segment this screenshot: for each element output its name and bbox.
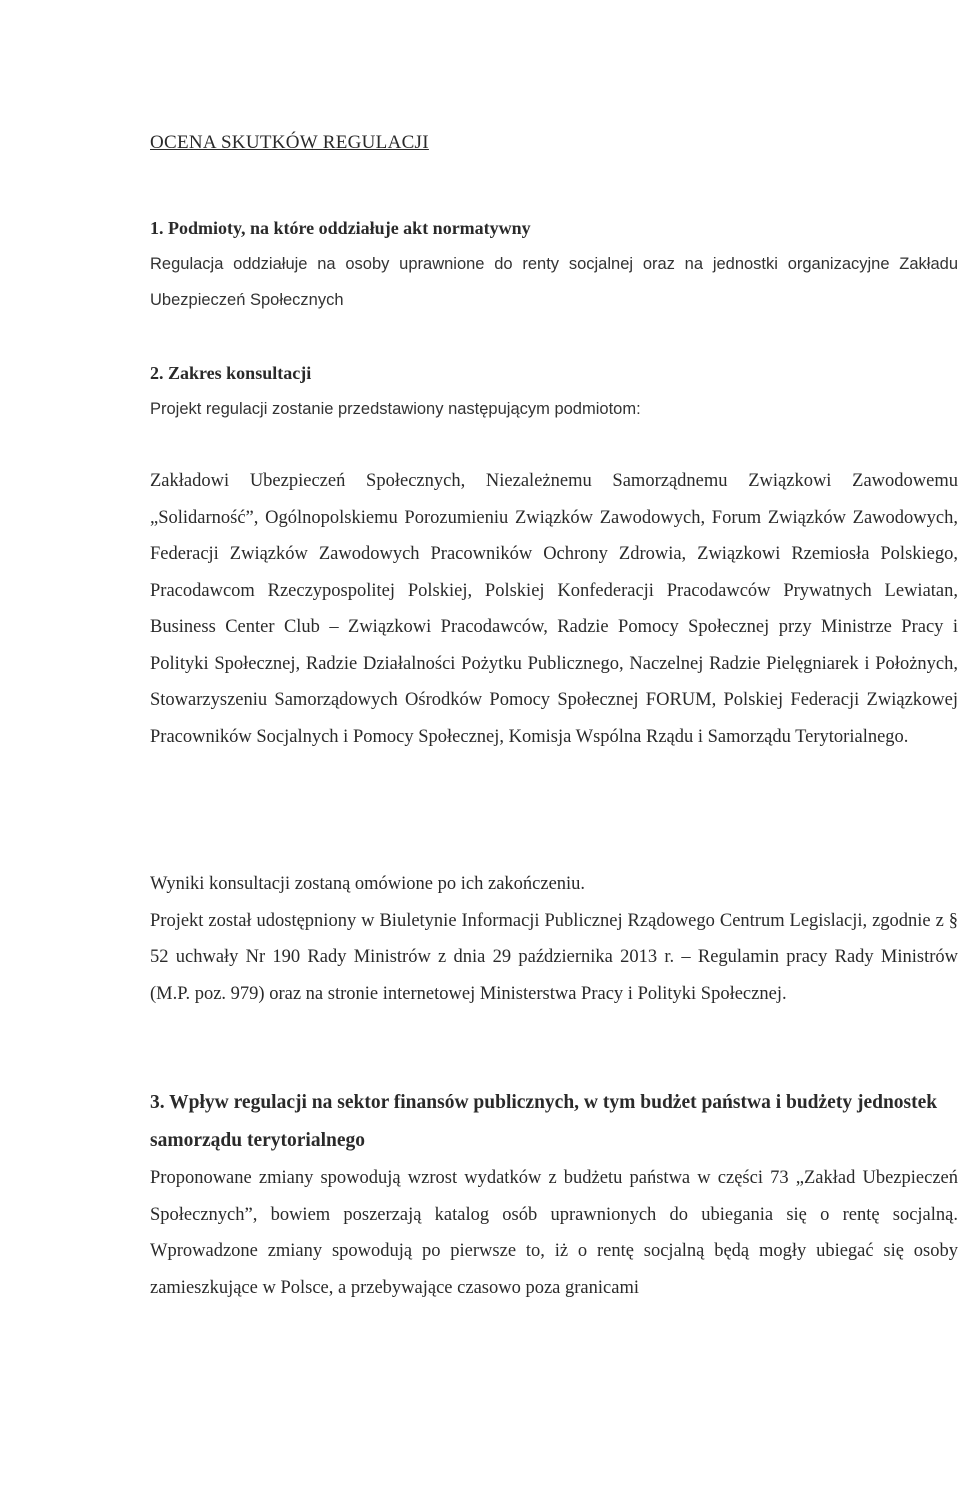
section-1-text: Regulacja oddziałuje na osoby uprawnione do renty socjalnej oraz na jednostki organizacyjne Zakładu Ubezpieczeń Społecznych [150,255,958,309]
section-2-intro: Projekt regulacji zostanie przedstawiony następującym podmiotom: [150,400,641,418]
section-3-text: Proponowane zmiany spowodują wzrost wydatków z budżetu państwa w części 73 „Zakład Ubezpieczeń Społecznych”, bowiem poszerzają katalog osób uprawnionych do ubiegania się o rentę socjalną. Wprowadzone zmiany spowodują po pierwsze to, iż o rentę socjalną będą mogły ubiegać się osoby zamieszkujące w Polsce, a przebywające czasowo poza granicami [150,1168,958,1298]
section-3 [150,1084,958,1306]
section-2 [150,355,958,428]
section-1-heading: 1. Podmioty, na które oddziałuje akt normatywny [150,218,531,238]
publication-note: Projekt został udostępniony w Biuletynie Informacji Publicznej Rządowego Centrum Legislacji, zgodnie z § 52 uchwały Nr 190 Rady Ministrów z dnia 29 października 2013 r. – Regulamin pracy Rady Ministrów (M.P. poz. 979) oraz na stronie internetowej Ministerstwa Pracy i Polityki Społecznej. [150,910,958,1004]
consultation-results: Wyniki konsultacji zostaną omówione po ich zakończeniu. [150,874,586,894]
section-2-results-block [150,866,958,1012]
section-2-heading: 2. Zakres konsultacji [150,363,312,383]
section-3-heading: 3. Wpływ regulacji na sektor finansów publicznych, w tym budżet państwa i budżety jednostek samorządu terytorialnego [150,1092,938,1151]
section-1 [150,210,958,318]
section-2-consulted-entities [150,463,958,755]
consulted-entities-list: Zakładowi Ubezpieczeń Społecznych, Niezależnemu Samorządnemu Związkowi Zawodowemu „Solidarność”, Ogólnopolskiemu Porozumieniu Związków Zawodowych, Forum Związków Zawodowych, Federacji Związków Zawodowych Pracowników Ochrony Zdrowia, Związkowi Rzemiosła Polskiego, Pracodawcom Rzeczypospolitej Polskiej, Polskiej Konfederacji Pracodawców Prywatnych Lewiatan, Business Center Club – Związkowi Pracodawców, Radzie Pomocy Społecznej przy Ministrze Pracy i Polityki Społecznej, Radzie Działalności Pożytku Publicznego, Naczelnej Radzie Pielęgniarek i Położnych, Stowarzyszeniu Samorządowych Ośrodków Pomocy Społecznej FORUM, Polskiej Federacji Związkowej Pracowników Socjalnych i Pomocy Społecznej, Komisja Wspólna Rządu i Samorządu Terytorialnego. [150,471,958,747]
document-title: OCENA SKUTKÓW REGULACJI [150,132,429,153]
